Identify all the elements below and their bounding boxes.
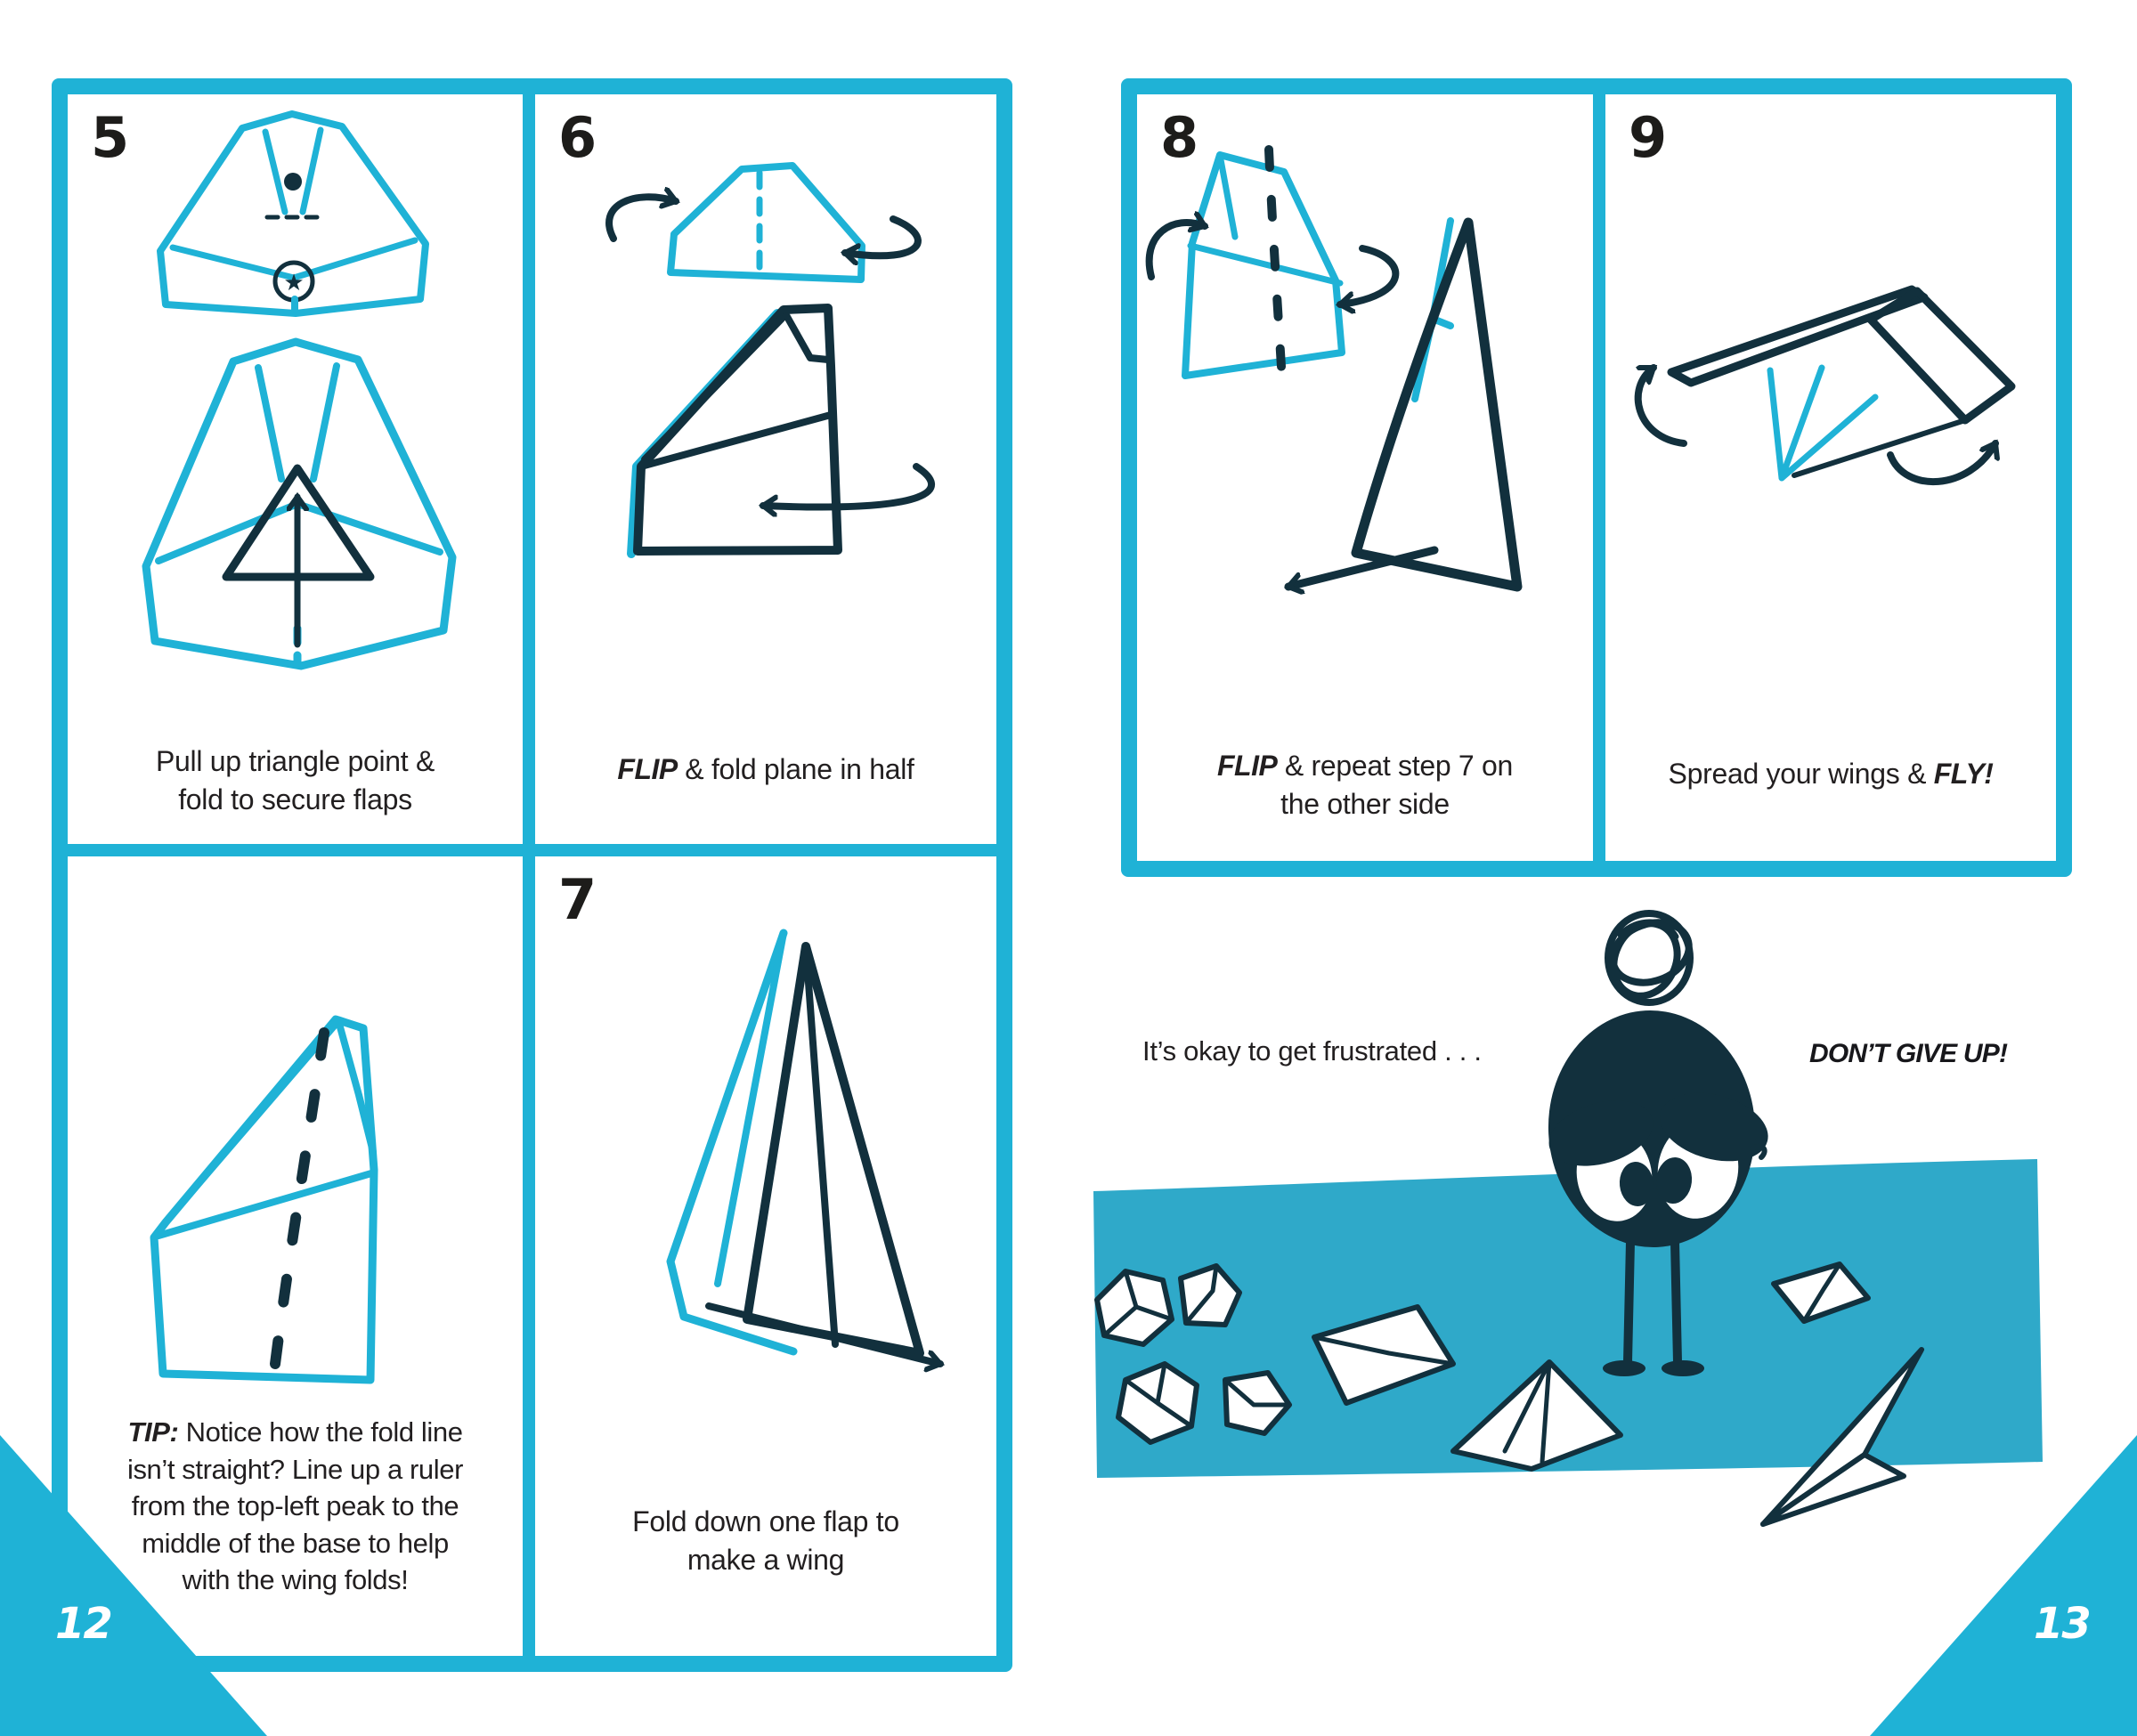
step6-number: 6 <box>558 105 595 170</box>
step6-diagram <box>535 94 996 735</box>
step6-caption: FLIP & fold plane in half <box>617 753 914 786</box>
step5-diagram <box>68 94 523 718</box>
press-dot-icon <box>284 173 302 191</box>
step7-diagram <box>535 856 996 1480</box>
step8-diagram <box>1137 94 1593 750</box>
page-number-right: 13 <box>2034 1599 2090 1649</box>
plane-fold-line-view <box>154 1019 374 1380</box>
star-icon: ★ <box>283 270 305 296</box>
plane-secure-flaps-bottom <box>146 342 452 666</box>
step5-caption: Pull up triangle point & fold to secure flaps <box>155 745 435 816</box>
fold-swoosh-arrow-icon <box>763 466 931 507</box>
step9-caption: Spread your wings & FLY! <box>1668 758 1994 791</box>
spread-arrow-right-icon <box>1890 443 1995 482</box>
step8-caption: FLIP & repeat step 7 on the other side <box>1216 750 1514 821</box>
frustration-illustration <box>1051 881 2101 1567</box>
character-foot <box>1662 1360 1704 1376</box>
step7-panel <box>535 856 996 1656</box>
horizontal-divider <box>68 844 996 856</box>
plane-flip-small <box>1150 150 1396 381</box>
plane-secure-flaps-top <box>160 114 426 313</box>
flip-arrow-right-icon <box>1340 248 1395 304</box>
step7-caption: Fold down one flap to make a wing <box>632 1505 899 1577</box>
tip-text: TIP: Notice how the fold line isn’t straight? Line up a ruler from the top-left peak to the middle of the base to help with the wing folds! <box>126 1416 464 1596</box>
step5-number: 5 <box>91 105 127 170</box>
character-foot <box>1603 1360 1645 1376</box>
frustration-scribble-icon <box>1602 913 1697 1007</box>
plane-wing-fold <box>670 933 940 1364</box>
frustrated-text: It’s okay to get frustrated . . . <box>1142 1035 1482 1067</box>
step9-diagram <box>1605 94 2056 750</box>
dont-give-up-text: DON’T GIVE UP! <box>1809 1039 2008 1068</box>
right-steps-box <box>1121 78 2072 877</box>
tip-diagram <box>68 856 523 1426</box>
step9-number: 9 <box>1629 105 1665 170</box>
vertical-divider <box>1593 94 1605 861</box>
step7-number: 7 <box>558 867 595 932</box>
step8-panel <box>1137 94 1593 861</box>
step9-panel <box>1605 94 2056 861</box>
left-steps-box <box>52 78 1012 1672</box>
plane-folded-half <box>631 308 931 554</box>
vertical-divider <box>523 94 535 1656</box>
page-number-left: 12 <box>55 1599 111 1649</box>
flip-arrow-left-icon <box>609 197 676 239</box>
finished-plane <box>1638 289 2011 482</box>
plane-flip-view <box>609 166 918 280</box>
step5-panel <box>68 94 523 844</box>
step8-number: 8 <box>1160 105 1197 170</box>
tip-panel <box>68 856 523 1656</box>
step6-panel <box>535 94 996 844</box>
